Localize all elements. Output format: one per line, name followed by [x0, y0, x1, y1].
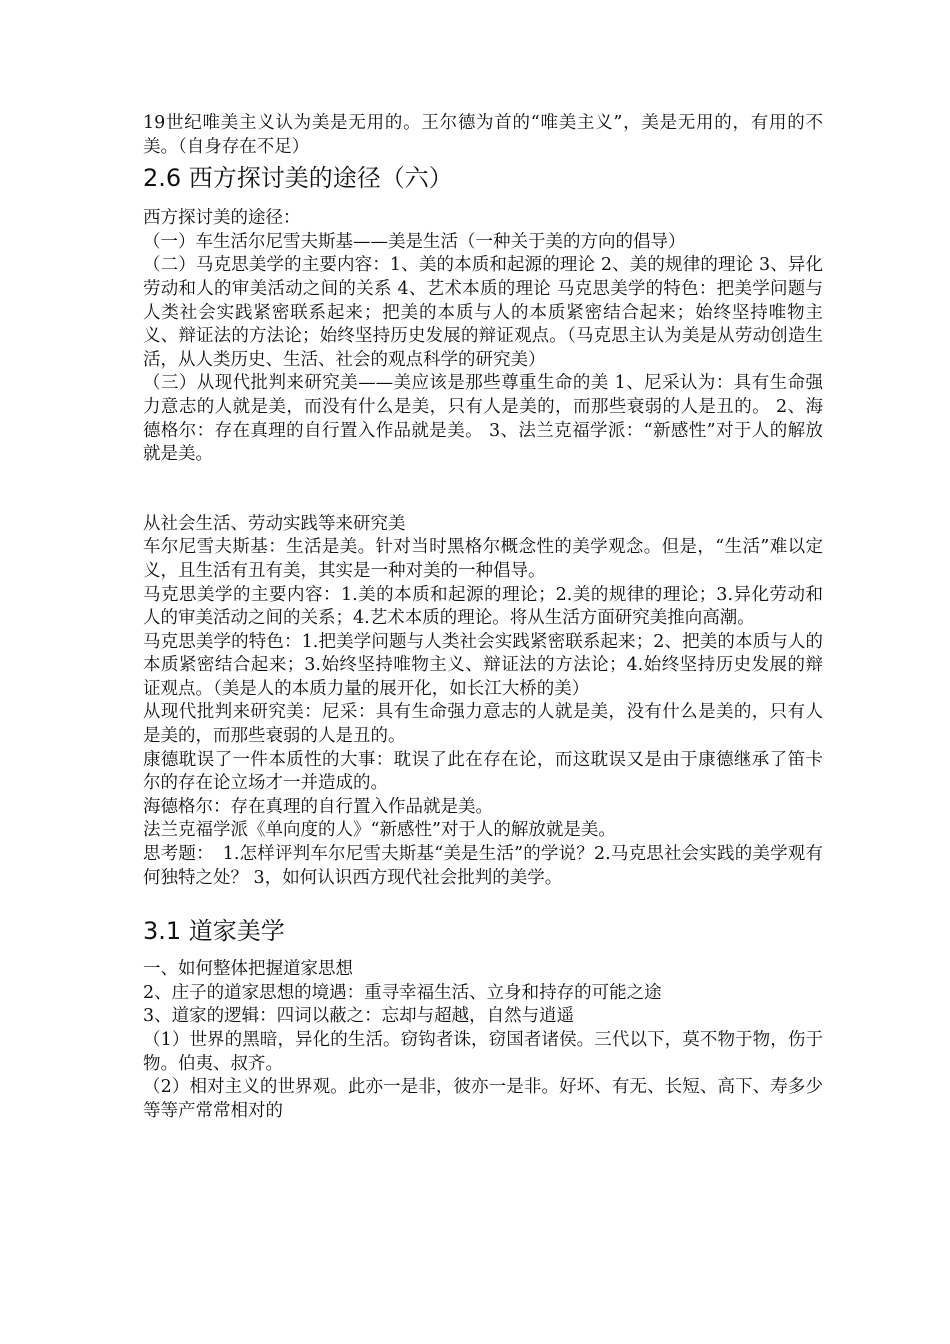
paragraph: 西方探讨美的途径： — [143, 208, 301, 229]
paragraph: （1）世界的黑暗，异化的生活。窃钩者诛，窃国者诸侯。三代以下，莫不物于物，伤于物。伯夷、叔齐。 — [143, 1030, 823, 1074]
notes-block — [143, 513, 823, 891]
paragraph: 马克思美学的主要内容：1.美的本质和起源的理论；2.美的规律的理论；3.异化劳动和人的审美活动之间的关系；4.艺术本质的理论。将从生活方面研究美推向高潮。 — [143, 584, 823, 629]
document-page — [143, 112, 823, 1123]
paragraph: （二）马克思美学的主要内容：1、美的本质和起源的理论 2、美的规律的理论 3、异化劳动和人的审美活动之间的关系 4、艺术本质的理论 马克思美学的特色：把美学问题与人类社会实践紧密联系起来；把美的本质与人的本质紧密结合起来；始终坚持唯物主义、辩证法的方法论；始终坚持历史发展的辩证观点。（马克思主认为美是从劳动创造生活，从人类历史、生活、社会的观点科学的研究美） — [143, 255, 823, 370]
paragraph: 马克思美学的特色：1.把美学问题与人类社会实践紧密联系起来；2、把美的本质与人的本质紧密结合起来；3.始终坚持唯物主义、辩证法的方法论；4.始终坚持历史发展的辩证观点。（美是人的本质力量的展开化，如长江大桥的美） — [143, 631, 823, 699]
paragraph: 从现代批判来研究美：尼采：具有生命强力意志的人就是美，没有什么是美的，只有人是美的，而那些衰弱的人是丑的。 — [143, 702, 823, 747]
section-3-1-heading: 3.1 道家美学 — [143, 917, 285, 946]
paragraph: （三）从现代批判来研究美——美应该是那些尊重生命的美 1、尼采认为：具有生命强力意志的人就是美，而没有什么是美，只有人是美的，而那些衰弱的人是丑的。 2、海德格尔：存在真理的自行置入作品就是美。 3、法兰克福学派：“新感性”对于人的解放就是美。 — [143, 373, 823, 465]
paragraph: （一）车生活尔尼雪夫斯基——美是生活（一种关于美的方向的倡导） — [143, 231, 686, 252]
paragraph: 2、庄子的道家思想的境遇：重寻幸福生活、立身和持存的可能之途 — [143, 982, 662, 1003]
paragraph: 从社会生活、劳动实践等来研究美 — [143, 513, 406, 534]
paragraph: 法兰克福学派《单向度的人》“新感性”对于人的解放就是美。 — [143, 820, 616, 841]
paragraph: 康德耽误了一件本质性的大事：耽误了此在存在论，而这耽误又是由于康德继承了笛卡尔的存在论立场才一并造成的。 — [143, 749, 823, 794]
paragraph: 思考题： 1.怎样评判车尔尼雪夫斯基“美是生活”的学说？2.马克思社会实践的美学观有何独特之处？ 3，如何认识西方现代社会批判的美学。 — [143, 844, 823, 888]
section-2-6-heading: 2.6 西方探讨美的途径（六） — [143, 164, 453, 193]
paragraph: 一、如何整体把握道家思想 — [143, 959, 353, 980]
paragraph: 车尔尼雪夫斯基：生活是美。针对当时黑格尔概念性的美学观念。但是，“生活”难以定义，且生活有丑有美，其实是一种对美的一种倡导。 — [143, 537, 823, 581]
spacer — [143, 890, 823, 916]
spacer — [143, 467, 823, 513]
paragraph: 3、道家的逻辑：四词以蔽之：忘却与超越，自然与逍遥 — [143, 1006, 575, 1027]
intro-paragraph: 19世纪唯美主义认为美是无用的。王尔德为首的“唯美主义”，美是无用的，有用的不美。（自身存在不足） — [143, 113, 823, 157]
paragraph: （2）相对主义的世界观。此亦一是非，彼亦一是非。好坏、有无、长短、高下、寿多少等等产常常相对的 — [143, 1077, 823, 1121]
section-3-1-body — [143, 958, 823, 1123]
paragraph: 海德格尔：存在真理的自行置入作品就是美。 — [143, 796, 493, 817]
section-2-6-body — [143, 207, 823, 467]
